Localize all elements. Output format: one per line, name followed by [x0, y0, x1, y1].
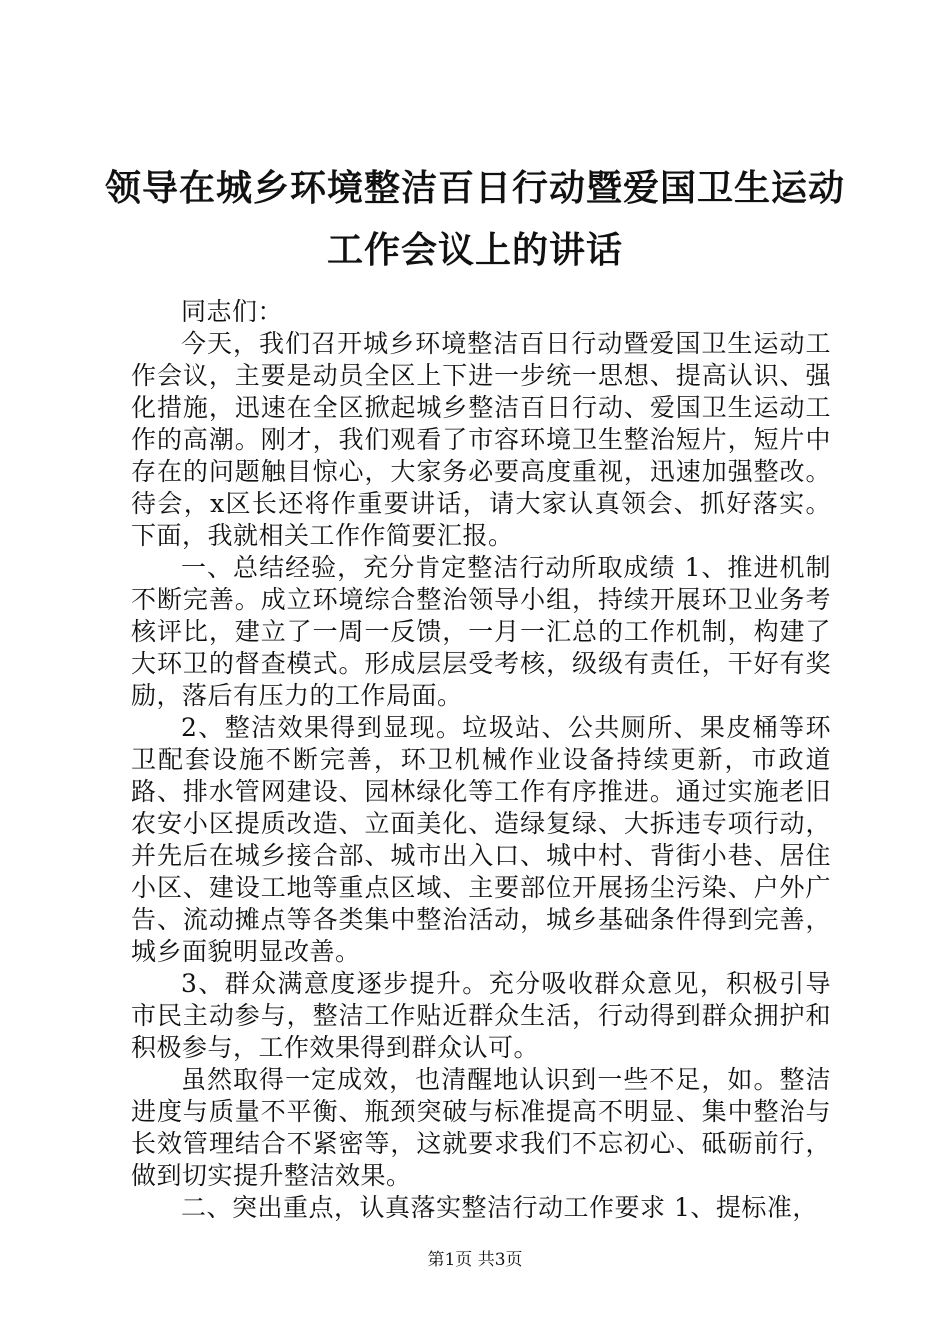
paragraph-section-1: 一、总结经验，充分肯定整洁行动所取成绩 1、推进机制不断完善。成立环境综合整治领导小组，持续开展环卫业务考核评比，建立了一周一反馈，一月一汇总的工作机制，构建了大环卫的督查模式。形成层层受考核，级级有责任，干好有奖励，落后有压力的工作局面。: [131, 553, 831, 710]
document-title-line-1: 领导在城乡环境整洁百日行动暨爱国卫生运动: [104, 168, 845, 209]
paragraph-item-3: 3、群众满意度逐步提升。充分吸收群众意见，积极引导市民主动参与，整洁工作贴近群众生活，行动得到群众拥护和积极参与，工作效果得到群众认可。: [131, 969, 831, 1062]
paragraph-intro: 今天，我们召开城乡环境整洁百日行动暨爱国卫生运动工作会议，主要是动员全区上下进一步统一思想、提高认识、强化措施，迅速在全区掀起城乡整洁百日行动、爱国卫生运动工作的高潮。刚才，我们观看了市容环境卫生整治短片，短片中存在的问题触目惊心，大家务必要高度重视，迅速加强整改。待会，x区长还将作重要讲话，请大家认真领会、抓好落实。下面，我就相关工作作简要汇报。: [131, 329, 831, 550]
paragraph-section-2: 二、突出重点，认真落实整洁行动工作要求 1、提标准，: [181, 1193, 818, 1222]
salutation: 同志们：: [181, 297, 284, 326]
document-title-line-2: 工作会议上的讲话: [326, 230, 623, 271]
paragraph-shortcomings: 虽然取得一定成效，也清醒地认识到一些不足，如。整洁进度与质量不平衡、瓶颈突破与标准提高不明显、集中整治与长效管理结合不紧密等，这就要求我们不忘初心、砥砺前行，做到切实提升整洁效果。: [131, 1065, 831, 1190]
document-body: [131, 296, 831, 1224]
paragraph-item-2: 2、整洁效果得到显现。垃圾站、公共厕所、果皮桶等环卫配套设施不断完善，环卫机械作业设备持续更新，市政道路、排水管网建设、园林绿化等工作有序推进。通过实施老旧农安小区提质改造、立面美化、造绿复绿、大拆违专项行动，并先后在城乡接合部、城市出入口、城中村、背街小巷、居住小区、建设工地等重点区域、主要部位开展扬尘污染、户外广告、流动摊点等各类集中整治活动，城乡基础条件得到完善，城乡面貌明显改善。: [131, 713, 831, 966]
page-number-footer: 第1页 共3页: [427, 1250, 523, 1270]
